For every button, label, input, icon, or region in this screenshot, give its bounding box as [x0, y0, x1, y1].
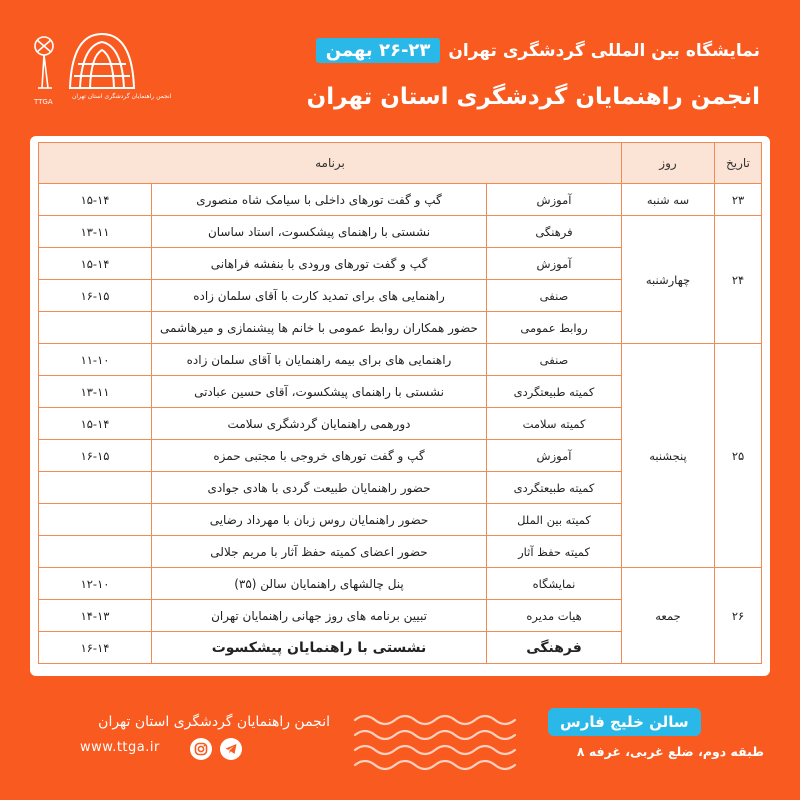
- cell-program: دورهمی راهنمایان گردشگری سلامت: [152, 408, 487, 440]
- website-link[interactable]: www.ttga.ir: [80, 740, 160, 755]
- cell-time: ۱۵-۱۴: [39, 408, 152, 440]
- table-row: [39, 216, 762, 248]
- footer-org-name: انجمن راهنمایان گردشگری استان تهران: [98, 714, 330, 730]
- booth-location: طبقه دوم، ضلع غربی، غرفه ۸: [576, 744, 764, 759]
- header-date: تاریخ: [715, 143, 762, 184]
- cell-time: ۱۱-۱۰: [39, 344, 152, 376]
- cell-day: سه شنبه: [622, 184, 715, 216]
- cell-program: حضور اعضای کمیته حفظ آثار با مریم جلالی: [152, 536, 487, 568]
- cell-program: راهنمایی های برای بیمه راهنمایان با آقای سلمان زاده: [152, 344, 487, 376]
- cell-date: ۲۳: [715, 184, 762, 216]
- cell-day: چهارشنبه: [622, 216, 715, 344]
- cell-time: ۱۵-۱۴: [39, 184, 152, 216]
- cell-category: کمیته حفظ آثار: [487, 536, 622, 568]
- cell-date: ۲۴: [715, 216, 762, 344]
- cell-category: صنفی: [487, 280, 622, 312]
- cell-date: ۲۵: [715, 344, 762, 568]
- header-program: برنامه: [39, 143, 622, 184]
- cell-category: فرهنگی: [487, 216, 622, 248]
- association-title: انجمن راهنمایان گردشگری استان تهران: [306, 84, 760, 110]
- cell-category: کمیته طبیعتگردی: [487, 472, 622, 504]
- cell-time: ۱۶-۱۵: [39, 440, 152, 472]
- cell-time: ۱۳-۱۱: [39, 216, 152, 248]
- satellite-logo-icon: [35, 37, 53, 88]
- ttga-text: TTGA: [34, 98, 53, 106]
- cell-time: ۱۲-۱۰: [39, 568, 152, 600]
- cell-category: آموزش: [487, 440, 622, 472]
- cell-date: ۲۶: [715, 568, 762, 664]
- cell-program: نشستی با راهنمای پیشکسوت، استاد ساسان: [152, 216, 487, 248]
- cell-category: روابط عمومی: [487, 312, 622, 344]
- table-row: [39, 184, 762, 216]
- cell-category: آموزش: [487, 248, 622, 280]
- cell-category: آموزش: [487, 184, 622, 216]
- cell-category: هیات مدیره: [487, 600, 622, 632]
- cell-program: پنل چالشهای راهنمایان سالن (۳۵): [152, 568, 487, 600]
- table-row: [39, 568, 762, 600]
- cell-program: نشستی با راهنمایان پیشکسوت: [152, 632, 487, 664]
- logo-tagline: انجمن راهنمایان گردشگری استان تهران: [72, 93, 172, 100]
- cell-program: حضور همکاران روابط عمومی با خانم ها پیشنمازی و میرهاشمی: [152, 312, 487, 344]
- header-day: روز: [622, 143, 715, 184]
- cell-time: ۱۴-۱۳: [39, 600, 152, 632]
- cell-time: ۱۶-۱۴: [39, 632, 152, 664]
- cell-category: کمیته بین الملل: [487, 504, 622, 536]
- cell-program: گپ و گفت تورهای ورودی با بنفشه فراهانی: [152, 248, 487, 280]
- cell-category: کمیته سلامت: [487, 408, 622, 440]
- cell-time: ۱۵-۱۴: [39, 248, 152, 280]
- logos: [28, 28, 172, 114]
- cell-day: پنجشنبه: [622, 344, 715, 568]
- cell-time: ۱۳-۱۱: [39, 376, 152, 408]
- cell-program: حضور راهنمایان روس زبان با مهرداد رضایی: [152, 504, 487, 536]
- cell-time: [39, 472, 152, 504]
- footer-contact: [0, 700, 340, 800]
- cell-program: گپ و گفت تورهای خروجی با مجتبی حمزه: [152, 440, 487, 472]
- cell-category: صنفی: [487, 344, 622, 376]
- cell-program: تبیین برنامه های روز جهانی راهنمایان تهران: [152, 600, 487, 632]
- cell-day: جمعه: [622, 568, 715, 664]
- cell-time: [39, 312, 152, 344]
- wave-decoration-icon: [345, 705, 525, 775]
- cell-time: ۱۶-۱۵: [39, 280, 152, 312]
- schedule-table: [38, 142, 762, 664]
- instagram-icon[interactable]: [190, 738, 212, 760]
- cell-program: راهنمایی های برای تمدید کارت با آقای سلمان زاده: [152, 280, 487, 312]
- cell-time: [39, 536, 152, 568]
- cell-category: فرهنگی: [487, 632, 622, 664]
- hall-badge: سالن خلیج فارس: [548, 708, 701, 736]
- exhibition-header: [316, 38, 760, 63]
- cell-time: [39, 504, 152, 536]
- cell-program: نشستی با راهنمای پیشکسوت، آقای حسین عبادتی: [152, 376, 487, 408]
- cell-category: کمیته طبیعتگردی: [487, 376, 622, 408]
- table-row: [39, 344, 762, 376]
- cell-program: حضور راهنمایان طبیعت گردی با هادی جوادی: [152, 472, 487, 504]
- exhibition-title: نمایشگاه بین المللی گردشگری تهران: [448, 40, 760, 61]
- schedule-body: [39, 184, 762, 664]
- schedule-card: [30, 136, 770, 676]
- telegram-icon[interactable]: [220, 738, 242, 760]
- dome-logo-icon: [70, 34, 134, 88]
- table-header-row: [39, 143, 762, 184]
- date-badge: ۲۶-۲۳ بهمن: [316, 38, 441, 63]
- cell-program: گپ و گفت تورهای داخلی با سیامک شاه منصوری: [152, 184, 487, 216]
- cell-category: نمایشگاه: [487, 568, 622, 600]
